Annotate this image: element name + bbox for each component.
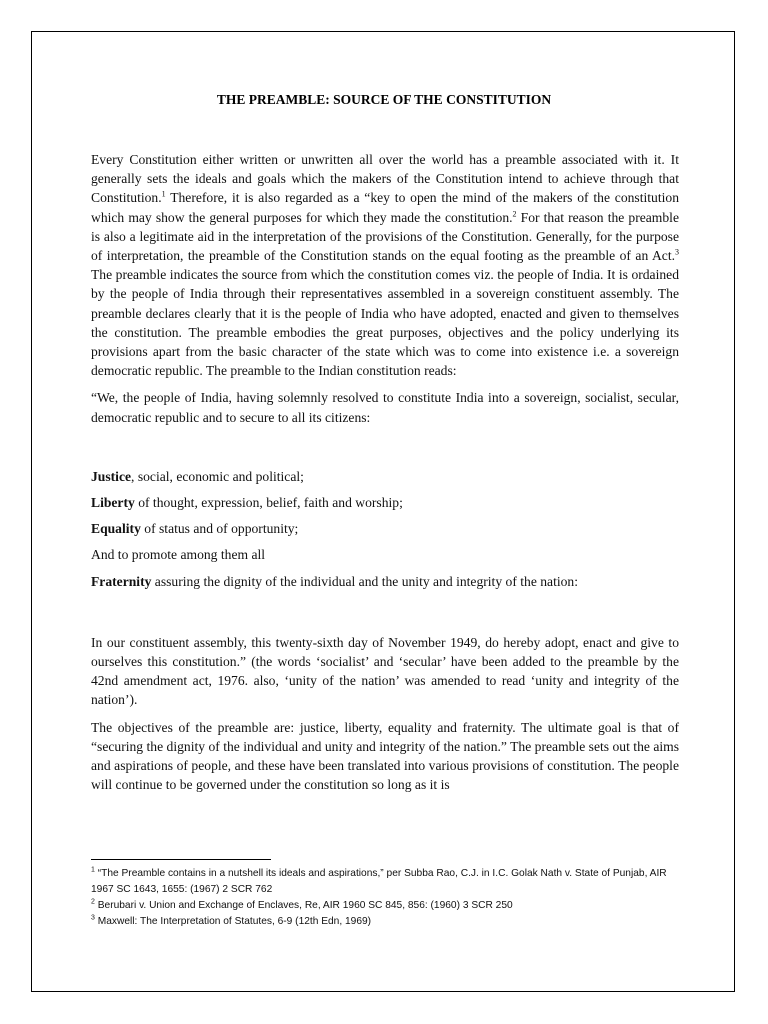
intro-part-4: The preamble indicates the source from which the constitution comes viz. the people of India. It is ordained by the people of India through their representatives assembled in a sovereign constituent assembly. The preamble declares clearly that it is the people of India who have adopted, enacted and given to themselves the constitution. The preamble embodies the great purposes, objectives and the policy underlying its provisions apart from the basic character of the state which was to come into existence i.e. a sovereign democratic republic. The preamble to the Indian constitution reads:	[91, 267, 679, 379]
footnotes	[91, 866, 681, 930]
ideal-justice	[91, 467, 679, 486]
ideal-fraternity	[91, 572, 679, 591]
ideal-term: Liberty	[91, 495, 135, 511]
footnote-ref-3[interactable]: 3	[675, 247, 679, 257]
ideal-text: of status and of opportunity;	[140, 521, 299, 537]
footnote-1	[91, 866, 681, 898]
ideal-liberty	[91, 493, 679, 512]
ideal-text: , social, economic and political;	[131, 468, 304, 484]
footnote-ref-2[interactable]: 2	[512, 209, 517, 219]
footnote-text: Berubari v. Union and Exchange of Enclaves, Re, AIR 1960 SC 845, 856: (1960) 3 SCR 250	[94, 900, 513, 911]
intro-paragraph	[91, 150, 679, 380]
ideal-text: of thought, expression, belief, faith and worship;	[134, 495, 403, 511]
ideal-term: Equality	[91, 521, 141, 537]
objectives-paragraph: The objectives of the preamble are: justice, liberty, equality and fraternity. The ultimate goal is that of “securing the dignity of the individual and unity and integrity of the nation.” The preamble sets out the aims and aspirations of people, and these have been translated into various provisions of constitution. The people will continue to be governed under the constitution so long as it is	[91, 719, 679, 793]
document-body	[91, 150, 679, 794]
document-title: THE PREAMBLE: SOURCE OF THE CONSTITUTION	[216, 92, 552, 107]
ideal-equality	[91, 519, 679, 538]
footnote-separator	[91, 859, 271, 860]
adoption-paragraph: In our constituent assembly, this twenty-sixth day of November 1949, do hereby adopt, enact and give to ourselves this constitution.” (the words ‘socialist’ and ‘secular’ have been added to the preamble by the 42nd amendment act, 1976. also, ‘unity of the nation’ was amended to read ‘unity and integrity of the nation’).	[91, 634, 679, 708]
preamble-quote-intro: “We, the people of India, having solemnly resolved to constitute India into a sovereign, socialist, secular, democratic republic and to secure to all its citizens:	[91, 390, 679, 425]
ideal-term: Justice	[91, 468, 132, 484]
footnote-3	[91, 914, 681, 930]
footnote-number: 3	[91, 914, 95, 922]
ideal-promote	[91, 545, 679, 564]
footnote-text: Maxwell: The Interpretation of Statutes, 6-9 (12th Edn, 1969)	[94, 916, 372, 927]
footnote-2	[91, 898, 681, 914]
intro-part-1: Every Constitution either written or unwritten all over the world has a preamble associated with it. It generally sets the ideals and goals which the makers of the Constitution intend to achieve through that Constitution.	[91, 152, 679, 206]
ideal-text: And to promote among them all	[91, 547, 266, 563]
footnote-ref-1[interactable]: 1	[161, 189, 166, 199]
footnote-number: 1	[91, 866, 95, 874]
ideal-term: Fraternity	[91, 573, 152, 589]
footnote-text: “The Preamble contains in a nutshell its ideals and aspirations,” per Subba Rao, C.J. in I.C. Golak Nath v. State of Punjab, AIR 1967 SC 1643, 1655: (1967) 2 SCR 762	[91, 868, 667, 895]
ideal-text: assuring the dignity of the individual and the unity and integrity of the nation:	[151, 573, 579, 589]
intro-part-3: For that reason the preamble is also a legitimate aid in the interpretation of the provisions of the Constitution. Generally, for the purpose of interpretation, the preamble of the Constitution stands on the equal footing as the preamble of an Act.	[91, 209, 679, 264]
intro-part-2: Therefore, it is also regarded as a “key to open the mind of the makers of the constitution which may show the general purposes for which they made the constitution.	[91, 190, 679, 225]
footnote-number: 2	[91, 898, 95, 906]
